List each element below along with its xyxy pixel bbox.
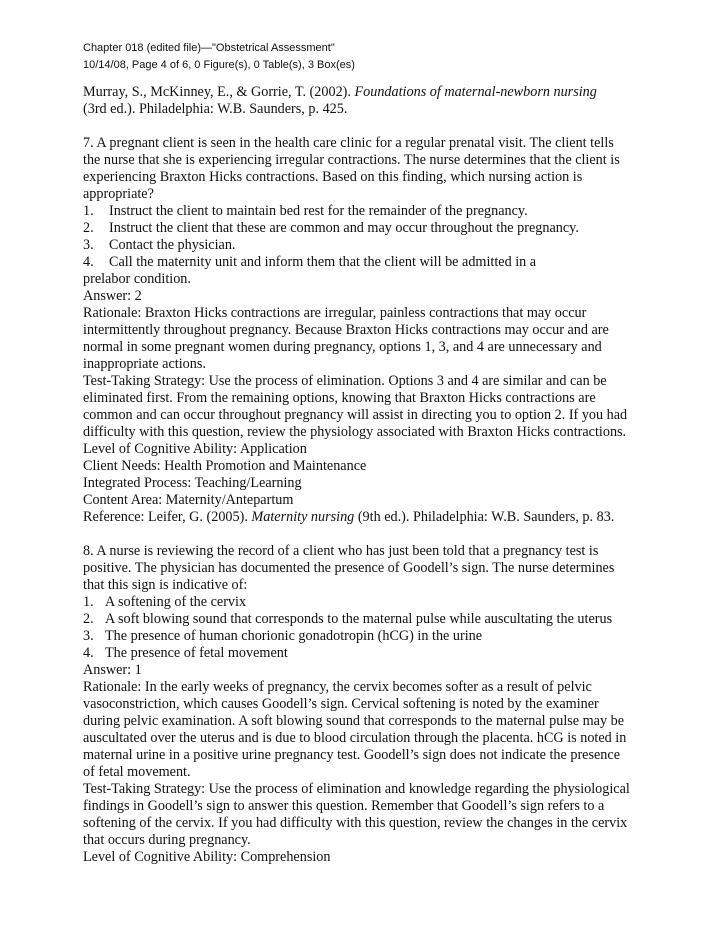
q8-option-4: 4. The presence of fetal movement [83, 645, 288, 661]
q7-strategy-line: eliminated first. From the remaining options, knowing that Braxton Hicks contractions are [83, 390, 596, 406]
q7-strategy-line: common and can occur throughout pregnancy will assist in directing you to option 2. If you had [83, 407, 628, 423]
q7-option-3: 3. Contact the physician. [83, 237, 236, 253]
q8-stem-line: 8. A nurse is reviewing the record of a client who has just been told that a pregnancy test is [83, 543, 599, 559]
q8-strategy-line: that occurs during pregnancy. [83, 832, 251, 848]
q8-option-3: 3. The presence of human chorionic gonadotropin (hCG) in the urine [83, 628, 483, 644]
q8-answer: Answer: 1 [83, 662, 142, 678]
q8-stem-line: that this sign is indicative of: [83, 577, 248, 593]
q8-option-2: 2. A soft blowing sound that corresponds to the maternal pulse while auscultating the uterus [83, 611, 613, 627]
top-reference-authors: Murray, S., McKinney, E., & Gorrie, T. (2002). [83, 84, 355, 100]
q8-rationale-line: Rationale: In the early weeks of pregnancy, the cervix becomes softer as a result of pelvic [83, 679, 592, 695]
q8-option-1: 1. A softening of the cervix [83, 594, 247, 610]
top-reference-line-1 [83, 84, 683, 101]
q7-strategy-line: difficulty with this question, review the physiology associated with Braxton Hicks contractions. [83, 424, 627, 440]
q7-rationale-line: normal in some pregnant women during pregnancy, options 1, 3, and 4 are unnecessary and [83, 339, 602, 355]
q8-rationale-line: during pelvic examination. A soft blowing sound that corresponds to the maternal pulse may be [83, 713, 624, 729]
q7-rationale-line: intermittently throughout pregnancy. Because Braxton Hicks contractions may occur and are [83, 322, 609, 338]
q7-stem-line: the nurse that she is experiencing irregular contractions. The nurse determines that the client is [83, 152, 620, 168]
q7-stem-line: 7. A pregnant client is seen in the health care clinic for a regular prenatal visit. The client tells [83, 135, 614, 151]
q8-stem-line: positive. The physician has documented the presence of Goodell’s sign. The nurse determines [83, 560, 615, 576]
q7-content-area: Content Area: Maternity/Antepartum [83, 492, 294, 508]
q8-rationale-line: of fetal movement. [83, 764, 191, 780]
q7-option-1: 1. Instruct the client to maintain bed rest for the remainder of the pregnancy. [83, 203, 528, 219]
header-meta-line: 10/14/08, Page 4 of 6, 0 Figure(s), 0 Table(s), 3 Box(es) [83, 59, 355, 71]
q7-reference-book-title: Maternity nursing [251, 509, 355, 525]
q8-strategy-line: Test-Taking Strategy: Use the process of elimination and knowledge regarding the physiological [83, 781, 630, 797]
q7-strategy-line: Test-Taking Strategy: Use the process of elimination. Options 3 and 4 are similar and can be [83, 373, 607, 389]
q7-stem-line: experiencing Braxton Hicks contractions. Based on this finding, which nursing action is [83, 169, 583, 185]
q7-option-4-continuation: prelabor condition. [83, 271, 191, 287]
q7-answer: Answer: 2 [83, 288, 142, 304]
top-reference-line-2: (3rd ed.). Philadelphia: W.B. Saunders, p. 425. [83, 101, 348, 117]
document-body [83, 84, 683, 866]
q7-option-4: 4. Call the maternity unit and inform them that the client will be admitted in a [83, 254, 537, 270]
q8-strategy-line: softening of the cervix. If you had difficulty with this question, review the changes in the cervix [83, 815, 628, 831]
q7-option-2: 2. Instruct the client that these are common and may occur throughout the pregnancy. [83, 220, 579, 236]
header-chapter-line: Chapter 018 (edited file)—"Obstetrical Assessment" [83, 42, 335, 54]
q7-rationale-line: inappropriate actions. [83, 356, 206, 372]
question-7 [83, 135, 683, 526]
q7-reference: Reference: Leifer, G. (2005). Maternity nursing (9th ed.). Philadelphia: W.B. Saunders, p. 83. [83, 509, 615, 525]
q7-rationale-line: Rationale: Braxton Hicks contractions are irregular, painless contractions that may occur [83, 305, 587, 321]
q7-client-needs: Client Needs: Health Promotion and Maintenance [83, 458, 367, 474]
q7-cognitive-level: Level of Cognitive Ability: Application [83, 441, 307, 457]
q8-rationale-line: auscultated over the uterus and is due to blood circulation through the placenta. hCG is noted in [83, 730, 627, 746]
question-8 [83, 543, 683, 866]
top-reference-book-title: Foundations of maternal-newborn nursing [354, 84, 597, 100]
q8-rationale-line: maternal urine in a positive urine pregnancy test. Goodell’s sign does not indicate the presence [83, 747, 620, 763]
page-header [83, 40, 683, 74]
q7-integrated-process: Integrated Process: Teaching/Learning [83, 475, 302, 491]
q8-strategy-line: findings in Goodell’s sign to answer this question. Remember that Goodell’s sign refers to a [83, 798, 605, 814]
q8-rationale-line: vasoconstriction, which causes Goodell’s sign. Cervical softening is noted by the examiner [83, 696, 599, 712]
q7-stem-line: appropriate? [83, 186, 154, 202]
q8-cognitive-level: Level of Cognitive Ability: Comprehension [83, 849, 331, 865]
